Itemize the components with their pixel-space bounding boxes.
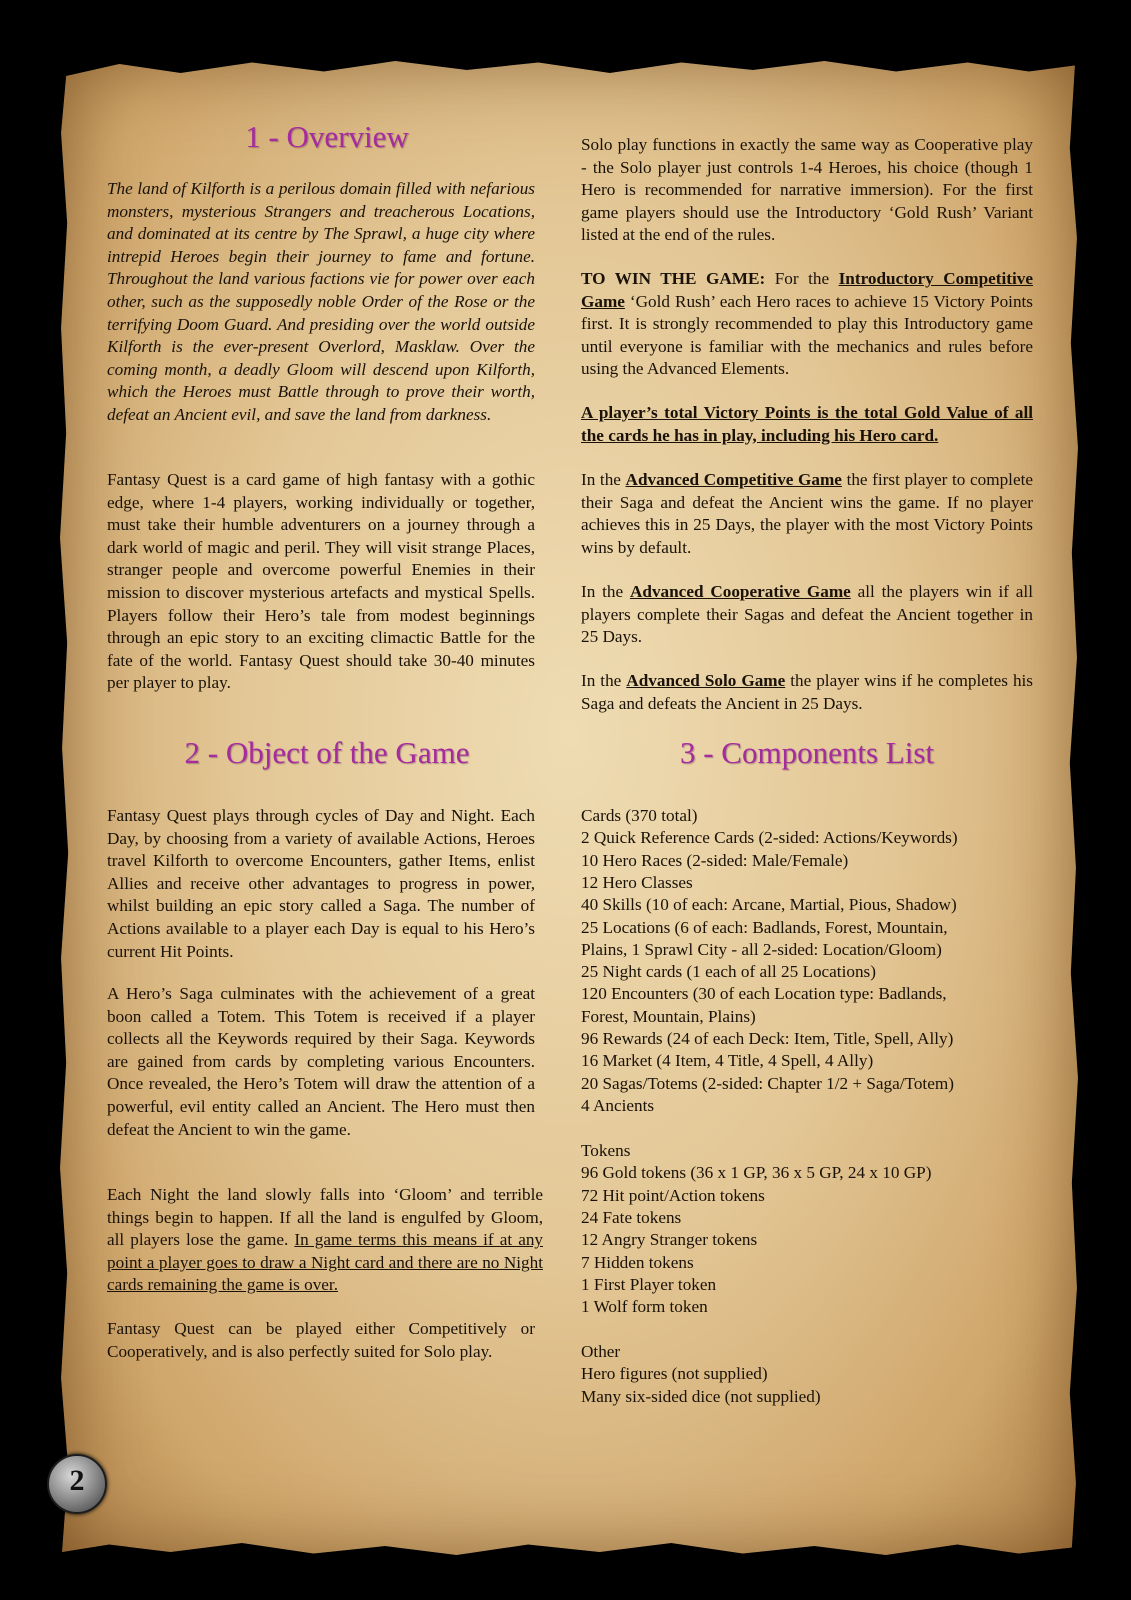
cards-list-item: 20 Sagas/Totems (2-sided: Chapter 1/2 + Saga/Totem) — [581, 1073, 954, 1093]
cards-list-item: Plains, 1 Sprawl City - all 2-sided: Location/Gloom) — [581, 939, 942, 959]
cards-list-item: 4 Ancients — [581, 1095, 655, 1115]
advanced-solo-term: Advanced Solo Game — [626, 671, 786, 690]
advanced-competitive-term: Advanced Competitive Game — [625, 470, 842, 489]
other-list-item: Many six-sided dice (not supplied) — [581, 1386, 821, 1406]
adv-comp-pre: In the — [581, 470, 626, 489]
tokens-list-item: 7 Hidden tokens — [581, 1252, 694, 1272]
cards-list-item: Cards (370 total) — [581, 806, 698, 825]
cards-list-item: 96 Rewards (24 of each Deck: Item, Title, Spell, Ally) — [581, 1029, 954, 1048]
overview-paragraph-2: Fantasy Quest is a card game of high fantasy with a gothic edge, where 1-4 players, working individually or together, must take their humble adventurers on a journey through a dark world of magic and peril. They will visit strange Places, stranger people and overcome powerful Enemies in their mission to discover mysterious artefacts and mystical Spells. Players follow their Hero’s tale from modest beginnings through an epic story to an exciting climactic Battle for the fate of the world. Fantasy Quest should take 30-40 minutes per player to play. — [107, 470, 535, 693]
advanced-cooperative-paragraph — [581, 581, 1033, 649]
tokens-list-item: Tokens — [581, 1141, 631, 1160]
win-pre: For the — [765, 269, 839, 288]
components-heading: 3 - Components List — [679, 735, 935, 770]
advanced-competitive-paragraph — [581, 469, 1033, 559]
win-post: ‘Gold Rush’ each Hero races to achieve 15 Victory Points first. It is strongly recommended to play this Introductory game until everyone is familiar with the mechanics and rules before using the Advanced Elements. — [581, 291, 1033, 379]
cards-list-item: 16 Market (4 Item, 4 Title, 4 Spell, 4 Ally) — [581, 1051, 874, 1071]
intro-competitive-link: Introductory Competitive Game — [581, 269, 1033, 311]
other-list-item: Hero figures (not supplied) — [581, 1364, 768, 1384]
adv-solo-post: the player wins if he completes his Saga and defeats the Ancient in 25 Days. — [581, 671, 1033, 713]
victory-points-rule: A player’s total Victory Points is the total Gold Value of all the cards he has in play, including his Hero card. — [581, 403, 1033, 445]
tokens-list-item: 24 Fate tokens — [581, 1207, 682, 1227]
cards-list-item: 40 Skills (10 of each: Arcane, Martial, Pious, Shadow) — [581, 895, 957, 915]
page-number: 2 — [69, 1464, 85, 1497]
page-number-badge — [47, 1454, 107, 1514]
other-list-item: Other — [581, 1342, 621, 1361]
object-paragraph-3 — [107, 1184, 543, 1297]
object-heading: 2 - Object of the Game — [184, 735, 470, 770]
cards-list-item: 2 Quick Reference Cards (2-sided: Actions/Keywords) — [581, 828, 958, 848]
advanced-solo-paragraph — [581, 670, 1033, 715]
tokens-list-item: 96 Gold tokens (36 x 1 GP, 36 x 5 GP, 24 x 10 GP) — [581, 1163, 932, 1183]
tokens-list-item: 1 Wolf form token — [581, 1297, 708, 1317]
tokens-list-item: 72 Hit point/Action tokens — [581, 1185, 765, 1205]
tokens-list-item: 1 First Player token — [581, 1274, 717, 1294]
adv-comp-post: the first player to complete their Saga and defeat the Ancient wins the game. If no player achieves this in 25 Days, the player with the most Victory Points wins by default. — [581, 470, 1033, 557]
object-paragraph-4: Fantasy Quest can be played either Competitively or Cooperatively, and is also perfectly suited for Solo play. — [107, 1319, 535, 1361]
advanced-cooperative-term: Advanced Cooperative Game — [629, 582, 851, 601]
win-paragraph — [581, 268, 1033, 381]
overview-heading: 1 - Overview — [245, 119, 409, 154]
gloom-text: Each Night the land slowly falls into ‘Gloom’ and terrible things begin to happen. If all the land is engulfed by Gloom, all players lose the game. — [107, 1185, 543, 1250]
cards-list-item: 10 Hero Races (2-sided: Male/Female) — [581, 850, 849, 870]
adv-coop-post: all the players win if all players complete their Sagas and defeat the Ancient together in 25 Days. — [581, 582, 1033, 647]
tokens-list-item: 12 Angry Stranger tokens — [581, 1230, 758, 1250]
cards-list-item: Forest, Mountain, Plains) — [581, 1006, 756, 1026]
object-paragraph-1: Fantasy Quest plays through cycles of Day and Night. Each Day, by choosing from a variety of available Actions, Heroes travel Kilforth to overcome Encounters, gather Items, enlist Allies and receive other advantages to progress in power, whilst building an epic story called a Saga. The number of Actions available to a player each Day is equal to his Hero’s current Hit Points. — [107, 806, 535, 961]
adv-coop-pre: In the — [581, 582, 630, 601]
object-paragraph-2: A Hero’s Saga culminates with the achievement of a great boon called a Totem. This Totem is received if a player collects all the Keywords required by their Saga. Keywords are gained from cards by completing various Encounters. Once revealed, the Hero’s Totem will draw the attention of a powerful, evil entity called an Ancient. The Hero must then defeat the Ancient to win the game. — [107, 984, 535, 1139]
cards-list-item: 25 Locations (6 of each: Badlands, Forest, Mountain, — [581, 917, 948, 937]
cards-list-item: 120 Encounters (30 of each Location type: Badlands, — [581, 984, 947, 1004]
adv-solo-pre: In the — [581, 671, 627, 690]
cards-list-item: 25 Night cards (1 each of all 25 Locations) — [581, 962, 876, 982]
solo-paragraph: Solo play functions in exactly the same way as Cooperative play - the Solo player just controls 1-4 Heroes, his choice (though 1 Hero is recommended for narrative immersion). For the first game players should use the Introductory ‘Gold Rush’ Variant listed at the end of the rules. — [581, 135, 1033, 245]
win-label: TO WIN THE GAME: — [581, 269, 766, 288]
cards-list-item: 12 Hero Classes — [581, 872, 693, 892]
overview-intro: The land of Kilforth is a perilous domain filled with nefarious monsters, mysterious Strangers and treacherous Locations, and dominated at its centre by The Sprawl, a huge city where intrepid Heroes begin their journey to fame and fortune. Throughout the land various factions vie for power over each other, such as the supposedly noble Order of the Rose or the terrifying Doom Guard. And presiding over the world outside Kilforth is the ever-present Overlord, Masklaw. Over the coming month, a deadly Gloom will descend upon Kilforth, which the Heroes must Battle through to prove their worth, defeat an Ancient evil, and save the land from darkness. — [107, 179, 535, 424]
night-card-rule: In game terms this means if at any point a player goes to draw a Night card and there are no Night cards remaining the game is over. — [107, 1230, 544, 1295]
